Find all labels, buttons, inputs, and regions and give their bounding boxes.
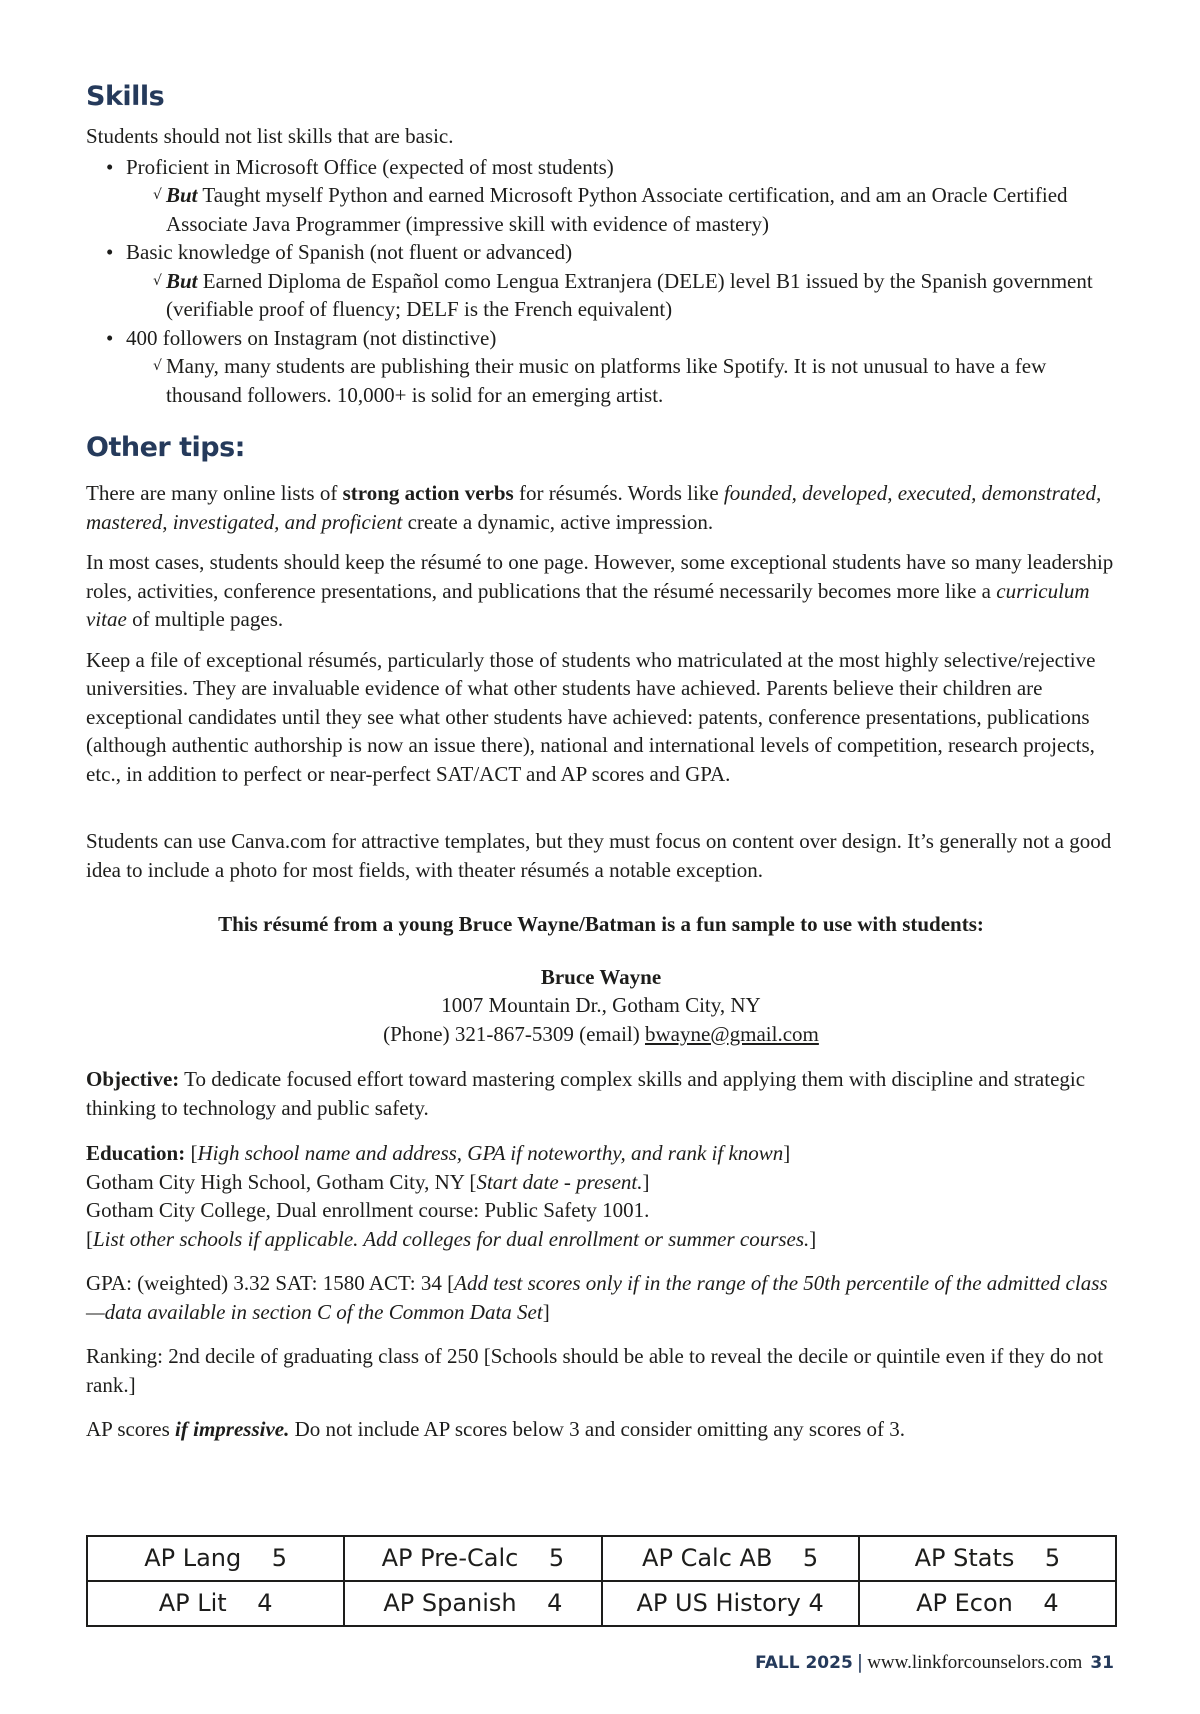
- checkmark-icon: √: [153, 272, 162, 289]
- skill-bullet-text: 400 followers on Instagram (not distinctive): [126, 325, 497, 350]
- resume-address: 1007 Mountain Dr., Gotham City, NY: [441, 993, 761, 1017]
- resume-ap-note: AP scores if impressive. Do not include AP scores below 3 and consider omitting any scores of 3.: [86, 1417, 906, 1441]
- tips-paragraph-verbs: There are many online lists of strong action verbs for résumés. Words like founded, developed, executed, demonstrated, mastered, investigated, and proficient create a dynamic, active impression.: [86, 481, 1102, 534]
- table-cell: AP Spanish 4: [344, 1581, 601, 1626]
- resume-contact: (Phone) 321-867-5309 (email) bwayne@gmail.com: [383, 1021, 819, 1046]
- check-text: Taught myself Python and earned Microsoft Python Associate certification, and am an Oracle Certified Associate Java Programmer (impressive skill with evidence of mastery): [166, 183, 1068, 236]
- resume-header: [86, 963, 1116, 1049]
- page-content: [86, 80, 1116, 1444]
- resume-ranking: Ranking: 2nd decile of graduating class of 250 [Schools should be able to reveal the decile or quintile even if they do not rank.]: [86, 1344, 1104, 1397]
- table-cell: AP Econ 4: [859, 1581, 1116, 1626]
- checkmark-icon: √: [153, 187, 162, 203]
- resume-objective: Objective: To dedicate focused effort toward mastering complex skills and applying them with discipline and strategic thinking to technology and public safety.: [86, 1067, 1086, 1120]
- check-lead: But: [166, 183, 198, 207]
- email-link[interactable]: bwayne@gmail.com: [644, 1021, 819, 1046]
- checkmark-icon: √: [153, 358, 162, 374]
- tips-paragraph-file: Keep a file of exceptional résumés, particularly those of students who matriculated at the most highly selective/rejective universities. They are invaluable evidence of what other students have achieved. Parents believe their children are exceptional candidates until they see what other students have achieved: patents, conference presentations, publications (although authentic authorship is now an issue there), national and international levels of competition, research projects, etc., in addition to perfect or near-perfect SAT/ACT and AP scores and GPA.: [86, 647, 1096, 786]
- sample-heading: This résumé from a young Bruce Wayne/Batman is a fun sample to use with students:: [218, 912, 984, 936]
- skills-check-followers: [86, 352, 1116, 409]
- table-cell: AP Lit 4: [87, 1581, 344, 1626]
- table-row: [87, 1581, 1116, 1626]
- table-cell: AP Stats 5: [859, 1536, 1116, 1581]
- table-cell: AP Calc AB 5: [602, 1536, 859, 1581]
- skill-bullet-text: Basic knowledge of Spanish (not fluent or advanced): [126, 240, 573, 264]
- table-cell: AP US History 4: [602, 1581, 859, 1626]
- check-lead: But: [166, 268, 198, 293]
- other-tips-heading: Other tips:: [86, 432, 245, 463]
- skills-list: [86, 153, 1116, 410]
- bullet-icon: •: [106, 325, 114, 350]
- check-text: Many, many students are publishing their music on platforms like Spotify. It is not unusual to have a few thousand followers. 10,000+ is solid for an emerging artist.: [166, 354, 1047, 407]
- footer-separator: |: [856, 1651, 864, 1673]
- skills-item-instagram: [86, 324, 1116, 353]
- skills-check-python: [86, 181, 1116, 238]
- skills-check-dele: [86, 267, 1116, 324]
- bullet-icon: •: [106, 154, 114, 179]
- resume-scores: GPA: (weighted) 3.32 SAT: 1580 ACT: 34 [Add test scores only if in the range of the 50th percentile of the admitted class—data available in section C of the Common Data Set]: [86, 1271, 1108, 1324]
- page-number: 31: [1090, 1653, 1114, 1673]
- tips-paragraph-length: In most cases, students should keep the résumé to one page. However, some exceptional students have so many leadership roles, activities, conference presentations, and publications that the résumé necessarily becomes more like a curriculum vitae of multiple pages.: [86, 550, 1114, 631]
- footer-url[interactable]: www.linkforcounselors.com: [867, 1652, 1083, 1673]
- check-text: Earned Diploma de Español como Lengua Extranjera (DELE) level B1 issued by the Spanish government (verifiable proof of fluency; DELF is the French equivalent): [166, 268, 1093, 321]
- footer-season: FALL 2025: [755, 1653, 853, 1673]
- skills-heading: Skills: [86, 81, 165, 112]
- resume-education: Education: [High school name and address, GPA if noteworthy, and rank if known] Gotham City High School, Gotham City, NY [Start date - present.] Gotham City College, Dual enrollment course: Public Safety 1001. [List other schools if applicable. Add colleges for dual enrollment or summer courses.]: [86, 1141, 817, 1251]
- tips-paragraph-canva: Students can use Canva.com for attractive templates, but they must focus on content over design. It’s generally not a good idea to include a photo for most fields, with theater résumés a notable exception.: [86, 829, 1112, 882]
- table-row: [87, 1536, 1116, 1581]
- page-footer: [755, 1648, 1114, 1678]
- skills-item-spanish: [86, 238, 1116, 267]
- bullet-icon: •: [106, 240, 114, 264]
- table-cell: AP Pre-Calc 5: [344, 1536, 601, 1581]
- skill-bullet-text: Proficient in Microsoft Office (expected of most students): [126, 154, 614, 179]
- skills-item-office: [86, 153, 1116, 182]
- table-cell: AP Lang 5: [87, 1536, 344, 1581]
- skills-intro: Students should not list skills that are basic.: [86, 124, 454, 148]
- tips-section: [86, 479, 1116, 884]
- ap-scores-table: [86, 1535, 1117, 1627]
- resume-name: Bruce Wayne: [540, 964, 662, 989]
